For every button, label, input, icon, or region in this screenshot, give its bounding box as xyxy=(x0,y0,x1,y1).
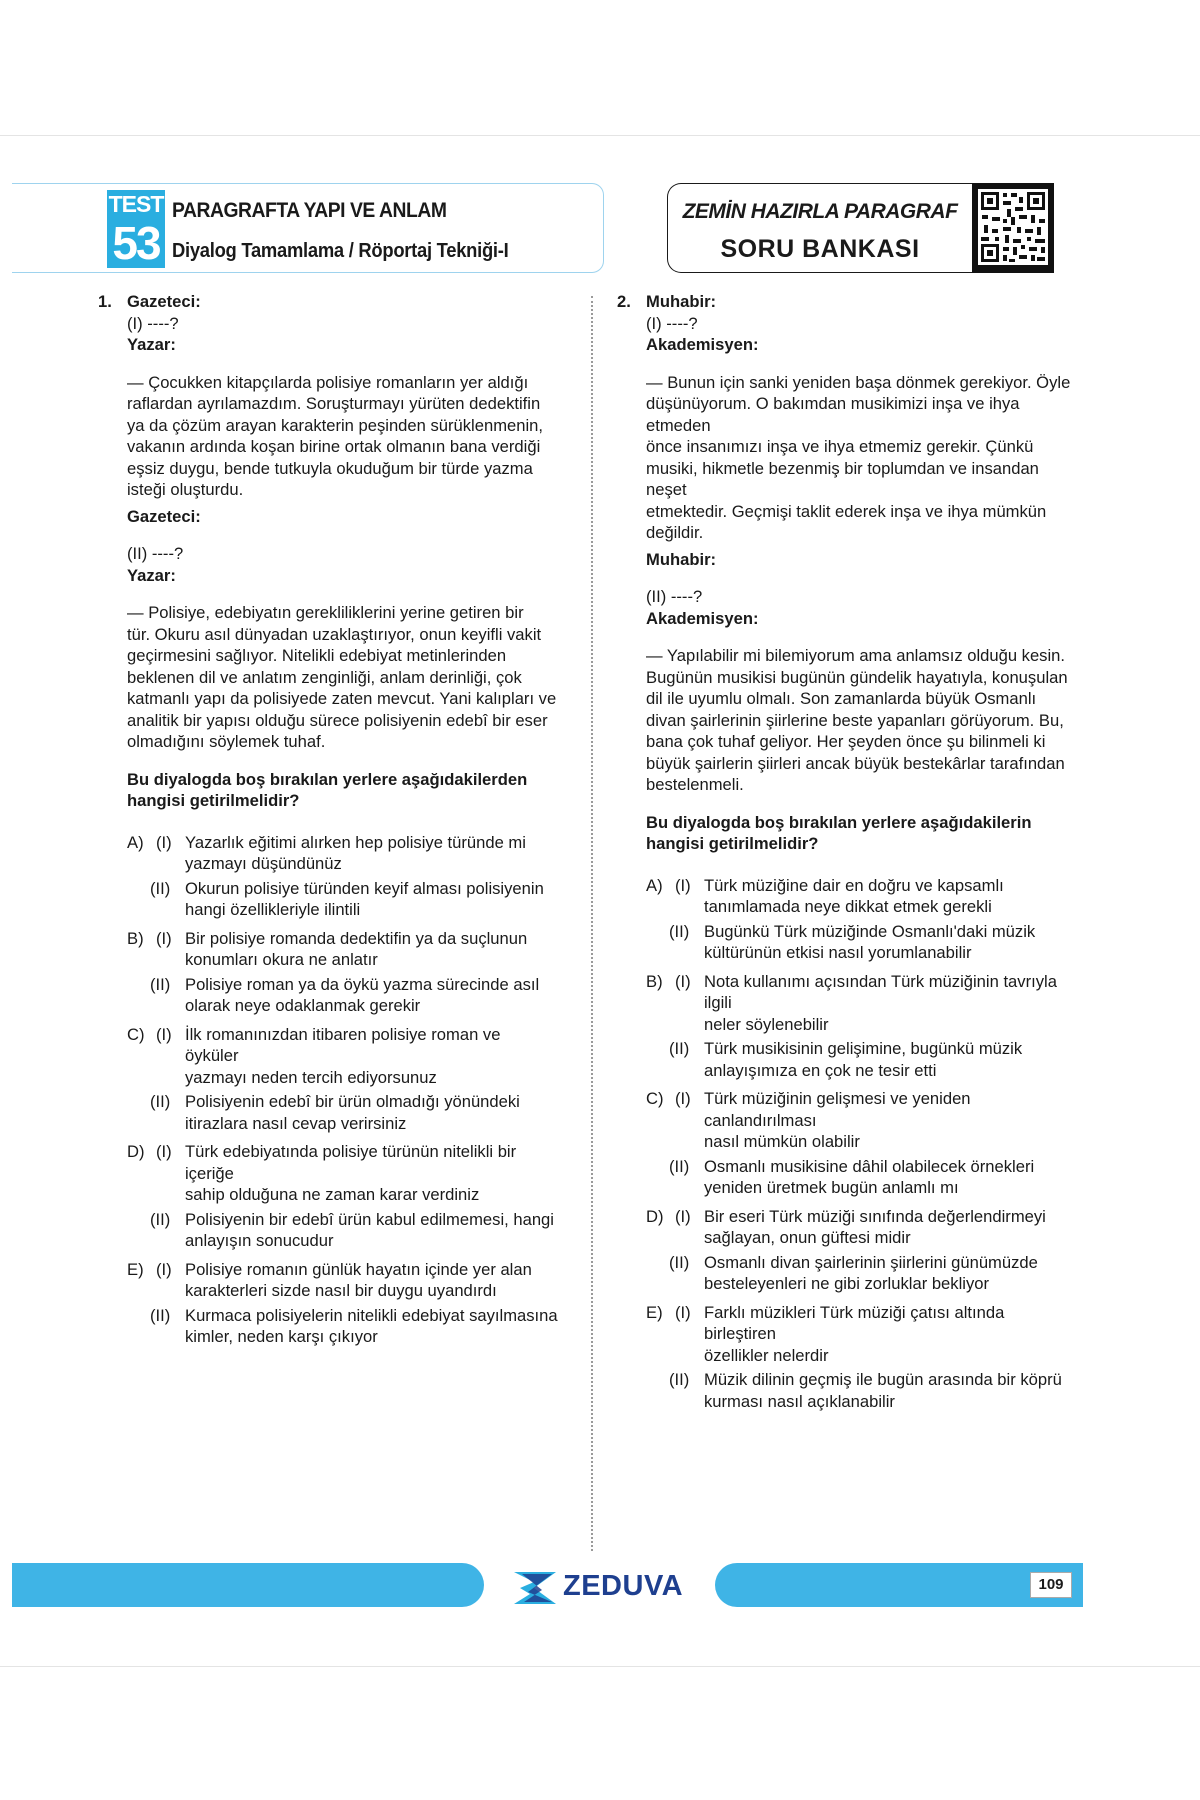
text-line: anlayışımıza en çok ne tesir etti xyxy=(704,1060,937,1080)
option-b[interactable] xyxy=(646,971,1077,1085)
text-line: Farklı müzikleri Türk müziği çatısı altında birleştiren xyxy=(704,1302,1005,1343)
option-text xyxy=(704,875,1077,918)
speaker-label: Yazar: xyxy=(127,335,176,354)
page-title: PARAGRAFTA YAPI VE ANLAM xyxy=(172,199,447,222)
text-line: değildir. xyxy=(646,523,704,542)
option-text xyxy=(704,1252,1077,1295)
text-line: musiki, hikmetle bezenmiş bir toplumdan ve insandan neşet xyxy=(646,458,1039,499)
text-line: Bu diyalogda boş bırakılan yerlere aşağıdakilerden xyxy=(127,769,528,789)
option-part-i xyxy=(156,1024,558,1089)
option-letter: A) xyxy=(127,832,144,852)
option-body xyxy=(150,1141,558,1255)
roman-numeral: (II) xyxy=(669,921,690,941)
text-line: — Bunun için sanki yeniden başa dönmek gerekiyor. Öyle xyxy=(646,372,1071,392)
footer-bar-right xyxy=(715,1563,1083,1607)
option-text xyxy=(704,1206,1077,1249)
text-line: bestelenmeli. xyxy=(646,775,744,794)
option-part-i xyxy=(675,1206,1077,1249)
text-line: bana çok tuhaf geliyor. Her şeyden önce şu bilinmeli ki xyxy=(646,732,1046,751)
text-line: Türk edebiyatında polisiye türünün nitelikli bir içeriğe xyxy=(185,1142,517,1183)
question-number: 2. xyxy=(617,292,631,311)
footer-logo-text: ZEDUVA xyxy=(563,1570,684,1602)
text-line: Yazarlık eğitimi alırken hep polisiye türünde mi xyxy=(185,832,526,852)
text-line: büyük şairlerin şiirleri ancak büyük bestekârlar tarafından xyxy=(646,753,1065,773)
roman-numeral: (I) xyxy=(156,1142,172,1161)
roman-numeral: (I) xyxy=(156,832,172,852)
text-line: isteği oluşturdu. xyxy=(127,480,244,499)
text-line: tanımlamada neye dikkat etmek gerekli xyxy=(704,897,992,916)
text-line: Kurmaca polisiyelerin nitelikli edebiyat sayılmasına xyxy=(185,1305,558,1325)
roman-numeral: (II) xyxy=(669,1156,690,1176)
option-text xyxy=(704,1369,1077,1412)
speaker-label: Muhabir: xyxy=(646,292,717,311)
text-line: düşünüyorum. O bakımdan musikimizi inşa ve ihya etmeden xyxy=(646,394,1020,435)
option-body xyxy=(150,832,558,924)
answer-paragraph xyxy=(617,645,1077,796)
text-line: nasıl mümkün olabilir xyxy=(704,1132,860,1151)
option-text xyxy=(185,928,558,971)
blank-line: (I) ----? xyxy=(646,313,698,333)
speaker-label: Akademisyen: xyxy=(646,608,759,628)
option-part-ii xyxy=(150,1305,558,1348)
option-body xyxy=(150,1259,558,1351)
option-text xyxy=(185,1305,558,1348)
brand-line-2: SORU BANKASI xyxy=(720,235,920,263)
option-part-ii xyxy=(669,1156,1077,1199)
option-body xyxy=(669,1302,1077,1416)
text-line: olmadığını söylemek tuhaf. xyxy=(127,732,326,751)
roman-numeral: (I) xyxy=(675,1302,691,1322)
text-line: hangisi getirilmelidir? xyxy=(646,834,819,853)
text-line: Polisiye romanın günlük hayatın içinde yer alan xyxy=(185,1259,532,1279)
roman-numeral: (I) xyxy=(675,875,691,895)
text-line: anlayışın sonucudur xyxy=(185,1231,334,1250)
option-e[interactable] xyxy=(127,1259,558,1351)
text-line: kimler, neden karşı çıkıyor xyxy=(185,1327,378,1346)
text-line: kurması nasıl açıklanabilir xyxy=(704,1391,895,1411)
option-part-ii xyxy=(150,1091,558,1134)
text-line: konumları okura ne anlatır xyxy=(185,950,378,969)
option-body xyxy=(669,1206,1077,1298)
option-text xyxy=(185,1141,558,1206)
text-line: Bu diyalogda boş bırakılan yerlere aşağıdakilerin xyxy=(646,812,1032,832)
text-line: neler söylenebilir xyxy=(704,1014,829,1034)
speaker-label: Muhabir: xyxy=(646,549,717,569)
option-part-ii xyxy=(669,1369,1077,1412)
question-prompt xyxy=(98,769,558,812)
text-line: Bir eseri Türk müziği sınıfında değerlendirmeyi xyxy=(704,1206,1046,1226)
option-part-i xyxy=(675,875,1077,918)
option-b[interactable] xyxy=(127,928,558,1020)
text-line: ya da çözüm arayan karakterin peşinden sürüklenmenin, xyxy=(127,415,543,435)
speaker-label: Yazar: xyxy=(127,565,176,585)
option-letter: E) xyxy=(127,1259,144,1279)
text-line: katmanlı yapı da polisiyede zaten mevcut. Yani kalıpları ve xyxy=(127,689,557,708)
option-text xyxy=(704,1088,1077,1153)
text-line: İlk romanınızdan itibaren polisiye roman ve öyküler xyxy=(185,1024,501,1065)
text-line: itirazlara nasıl cevap verirsiniz xyxy=(185,1113,407,1133)
text-line: yazmayı düşündünüz xyxy=(185,854,342,873)
text-line: Osmanlı divan şairlerinin şiirlerini günümüzde xyxy=(704,1252,1038,1272)
test-badge xyxy=(107,190,165,270)
option-text xyxy=(185,1024,558,1089)
qr-code-icon[interactable] xyxy=(972,183,1054,273)
text-line: eşsiz duygu, bende tutkuyla okuduğum bir türde yazma xyxy=(127,458,533,478)
column-divider xyxy=(591,296,593,1551)
text-line: olarak neye odaklanmak gerekir xyxy=(185,996,421,1015)
roman-numeral: (II) xyxy=(669,1252,690,1272)
option-body xyxy=(669,971,1077,1085)
page-number: 109 xyxy=(1030,1572,1072,1598)
text-line: Türk müziğine dair en doğru ve kapsamlı xyxy=(704,875,1004,895)
option-part-i xyxy=(675,1302,1077,1367)
roman-numeral: (I) xyxy=(675,1206,691,1226)
option-body xyxy=(150,1024,558,1138)
option-letter: C) xyxy=(646,1089,664,1108)
text-line: besteleyenleri ne gibi zorluklar bekliyor xyxy=(704,1274,990,1293)
text-line: kültürünün etkisi nasıl yorumlanabilir xyxy=(704,943,972,962)
text-line: — Çocukken kitapçılarda polisiye romanların yer aldığı xyxy=(127,372,529,392)
blank-line: (II) ----? xyxy=(646,587,703,606)
blank-line: (I) ----? xyxy=(127,313,179,333)
text-line: vakanın ardında koşan birine ortak olmanın bana verdiği xyxy=(127,437,541,456)
text-line: özellikler nelerdir xyxy=(704,1345,829,1365)
option-part-i xyxy=(675,971,1077,1036)
options-list xyxy=(98,832,558,1351)
option-d[interactable] xyxy=(646,1206,1077,1298)
roman-numeral: (I) xyxy=(156,1259,172,1279)
option-part-ii xyxy=(150,878,558,921)
text-line: karakterleri sizde nasıl bir duygu uyandırdı xyxy=(185,1281,497,1300)
speaker-label: Gazeteci: xyxy=(127,506,201,526)
answer-paragraph xyxy=(617,372,1077,544)
option-part-i xyxy=(675,1088,1077,1153)
text-line: tür. Okuru asıl dünyadan uzaklaştırıyor, onun keyifli vakit xyxy=(127,624,542,644)
text-line: etmektedir. Geçmişi taklit ederek inşa ve ihya mümkün xyxy=(646,501,1047,521)
roman-numeral: (I) xyxy=(156,1024,172,1044)
option-c[interactable] xyxy=(127,1024,558,1138)
roman-numeral: (II) xyxy=(150,1092,171,1111)
roman-numeral: (II) xyxy=(150,1209,171,1229)
option-part-ii xyxy=(669,921,1077,964)
roman-numeral: (II) xyxy=(669,1370,690,1389)
text-line: Nota kullanımı açısından Türk müziğinin tavrıyla ilgili xyxy=(704,971,1057,1012)
text-line: yeniden üretmek bugün anlamlı mı xyxy=(704,1178,959,1197)
option-c[interactable] xyxy=(646,1088,1077,1202)
option-part-ii xyxy=(669,1038,1077,1081)
text-line: sahip olduğuna ne zaman karar verdiniz xyxy=(185,1185,480,1204)
option-text xyxy=(185,878,558,921)
roman-numeral: (I) xyxy=(156,928,172,948)
option-text xyxy=(704,1156,1077,1199)
option-text xyxy=(704,1038,1077,1081)
option-body xyxy=(669,1088,1077,1202)
option-text xyxy=(185,974,558,1017)
option-text xyxy=(704,971,1077,1036)
option-a[interactable] xyxy=(127,832,558,924)
text-line: Müzik dilinin geçmiş ile bugün arasında bir köprü xyxy=(704,1370,1062,1389)
options-list xyxy=(617,875,1077,1416)
text-line: raflardan ayrılamazdım. Soruşturmayı yürüten dedektifin xyxy=(127,394,541,413)
answer-paragraph xyxy=(98,372,558,501)
footer-bar-left xyxy=(12,1563,484,1607)
option-part-ii xyxy=(150,1209,558,1252)
text-line: analitik bir yapısı olduğu sürece polisiyenin edebî bir eser xyxy=(127,710,548,730)
option-part-i xyxy=(156,1259,558,1302)
option-text xyxy=(704,1302,1077,1367)
question-number: 1. xyxy=(98,292,112,311)
option-letter: A) xyxy=(646,875,663,895)
question-header xyxy=(98,291,558,313)
text-line: Polisiyenin edebî bir ürün olmadığı yönündeki xyxy=(185,1092,520,1111)
text-line: Polisiye roman ya da öykü yazma sürecinde asıl xyxy=(185,974,540,994)
answer-paragraph xyxy=(98,602,558,753)
option-part-ii xyxy=(669,1252,1077,1295)
test-number: 53 xyxy=(107,218,165,268)
text-line: dil ile uyumlu olmalı. Son zamanlarda büyük Osmanlı xyxy=(646,689,1037,708)
option-body xyxy=(669,875,1077,967)
question-1 xyxy=(98,291,558,1351)
text-line: yazmayı neden tercih ediyorsunuz xyxy=(185,1067,437,1087)
text-line: Polisiyenin bir edebî ürün kabul edilmemesi, hangi xyxy=(185,1209,554,1229)
option-part-i xyxy=(156,832,558,875)
roman-numeral: (I) xyxy=(675,1089,691,1108)
option-letter: E) xyxy=(646,1302,663,1322)
text-line: beklenen dil ve anlatım zenginliği, anlam derinliği, çok xyxy=(127,667,522,687)
text-line: hangi özellikleriyle ilintili xyxy=(185,900,361,919)
text-line: Osmanlı musikisine dâhil olabilecek örnekleri xyxy=(704,1156,1035,1176)
text-line: Bugünün musikisi bugünün gündelik hayatıyla, konuşulan xyxy=(646,667,1068,687)
text-line: önce insanımızı inşa ve ihya etmemiz gerekir. Çünkü xyxy=(646,437,1034,456)
question-prompt xyxy=(617,812,1077,855)
option-body xyxy=(150,928,558,1020)
question-header xyxy=(617,291,1077,313)
option-part-ii xyxy=(150,974,558,1017)
roman-numeral: (II) xyxy=(150,1305,171,1325)
text-line: sağlayan, onun güftesi midir xyxy=(704,1228,911,1247)
text-line: Türk müziğinin gelişmesi ve yeniden canlandırılması xyxy=(704,1089,971,1130)
question-2 xyxy=(617,291,1077,1415)
text-line: Bugünkü Türk müziğinde Osmanlı'daki müzik xyxy=(704,921,1036,941)
brand-line-1: ZEMİN HAZIRLA PARAGRAF xyxy=(682,200,958,223)
option-letter: B) xyxy=(127,928,144,948)
speaker-label: Akademisyen: xyxy=(646,335,759,354)
text-line: — Yapılabilir mi bilemiyorum ama anlamsız olduğu kesin. xyxy=(646,646,1066,665)
roman-numeral: (II) xyxy=(150,878,171,898)
text-line: hangisi getirilmelidir? xyxy=(127,791,300,810)
text-line: — Polisiye, edebiyatın gerekliliklerini yerine getiren bir xyxy=(127,603,524,622)
speaker-label: Gazeteci: xyxy=(127,292,201,311)
option-e[interactable] xyxy=(646,1302,1077,1416)
text-line: Türk musikisinin gelişimine, bugünkü müzik xyxy=(704,1039,1023,1058)
option-letter: B) xyxy=(646,971,663,991)
option-part-i xyxy=(156,928,558,971)
text-line: geçirmesini sağlıyor. Nitelikli edebiyat metinlerinden xyxy=(127,646,507,665)
option-letter: D) xyxy=(646,1206,664,1226)
text-line: Okurun polisiye türünden keyif alması polisiyenin xyxy=(185,878,544,898)
roman-numeral: (II) xyxy=(150,974,171,994)
option-letter: D) xyxy=(127,1142,145,1161)
text-line: divan şairlerinin şiirlerine beste yapanları görüyorum. Bu, xyxy=(646,710,1064,730)
option-letter: C) xyxy=(127,1024,145,1044)
option-a[interactable] xyxy=(646,875,1077,967)
option-text xyxy=(704,921,1077,964)
blank-line: (II) ----? xyxy=(127,544,184,563)
option-text xyxy=(185,1209,558,1252)
roman-numeral: (II) xyxy=(669,1039,690,1058)
option-part-i xyxy=(156,1141,558,1206)
option-text xyxy=(185,832,558,875)
option-text xyxy=(185,1259,558,1302)
page-subtitle: Diyalog Tamamlama / Röportaj Tekniği-I xyxy=(172,240,509,262)
roman-numeral: (I) xyxy=(675,971,691,991)
option-text xyxy=(185,1091,558,1134)
text-line: Bir polisiye romanda dedektifin ya da suçlunun xyxy=(185,928,528,948)
test-word: TEST xyxy=(108,191,164,217)
option-d[interactable] xyxy=(127,1141,558,1255)
